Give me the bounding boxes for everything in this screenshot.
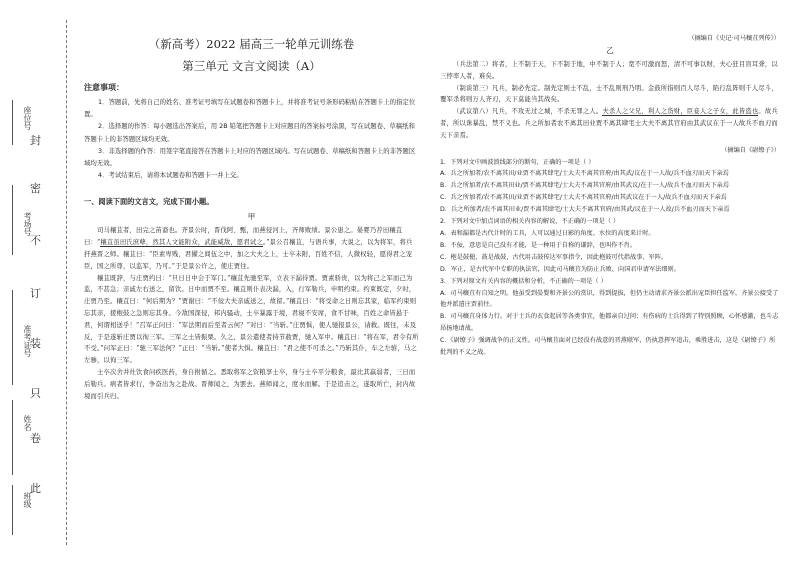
question-option[interactable]: D．兵之所加者/农不离其田业/贾不离其肆宅/士大夫不离其官府/由其武/议在于一人故/兵不血刃而天下亲焉 — [440, 206, 730, 214]
question-option[interactable]: A．兵之所加者/农不离其田/业贾不离其肆宅/士大夫不离其官府/由其武/议在于一人故/兵不血刃而天下亲焉 — [440, 170, 729, 178]
question-option[interactable]: C．枹是鼓槌，鼓是战鼓，古代用击鼓传达军事指令，因此枹鼓可代指战事、军阵。 — [440, 253, 668, 261]
question-option[interactable]: D．军正，是古代军中专职的执法官，因此司马穰苴为防止兵败，向国君申请军法细则。 — [440, 265, 680, 273]
seal-char: 卷 — [30, 432, 41, 445]
section-heading: 一、阅读下面的文言文，完成下面小题。 — [84, 197, 214, 207]
exam-room-line[interactable] — [12, 185, 13, 255]
question-stem: 1．下列对文中画波浪线部分的断句，正确的一项是（ ） — [440, 158, 595, 166]
question-option[interactable]: B．司马穰苴身体力行。对于士兵的衣食起居等各类事宜，他都亲自过问；有伤病的士兵得到了特别照顾，心怀感激，也斗志昂扬地请战。 — [440, 313, 779, 333]
unit-title: 第三单元 文言文阅读（A） — [182, 59, 321, 73]
seal-dashed-line — [66, 20, 67, 545]
seal-char: 封 — [30, 134, 41, 147]
notice-item: 2．选择题的作答：每小题选出答案后，用 2B 铅笔把答题卡上对应题目的答案标号涂黑，写在试题卷、草稿纸和答题卡上的非答题区域均无效。 — [84, 122, 415, 143]
passage-b-paragraph: （兵法第二）将者，上不制于天，下不制于地，中不制于人；宽不可激而怒，清不可事以财，夫心狂目盲耳聋，以三悖率人者，难矣。 — [440, 61, 778, 80]
passage-b-source: （摘编自《尉缭子》） — [721, 146, 780, 154]
passage-a-label: 甲 — [247, 212, 256, 222]
ticket-number-label: 准考证号 — [23, 325, 32, 357]
exam-title: （新高考）2022 届高三一轮单元训练卷 — [148, 37, 355, 51]
passage-a-paragraph: 司马穰苴者，田完之苗裔也。齐景公时，晋伐阿、甄，而燕侵河上，齐师败绩。景公患之。晏婴乃荐田穰苴曰：“穰苴虽田氏庶孽，然其人文能附众，武能威敌，愿君试之。”景公召穰苴，与语兵事，大说之，以为将军，将兵扞燕晋之师。穰苴曰：“臣素卑贱，君擢之闾伍之中，加之大夫之上，士卒未附，百姓不信，人微权轻，愿得君之宠臣，国之所尊，以监军，乃可。”于是景公许之，使庄贾往。 — [84, 227, 413, 270]
passage-b-paragraph: （制谈第三）凡兵，制必先定。制先定则士不乱，士不乱则刑乃明。金鼓所指则百人尽斗，陷行乱阵则千人尽斗，覆军杀将则万人齐刃，天下莫能当其战矣。 — [440, 84, 778, 104]
question-option[interactable]: A．司马穰苴有自知之明。他虽受到晏婴和齐景公的赏识，得到提拔，但仍主动请求齐景公派出宠臣担任监军，齐景公接受了他并派遣庄贾前往。 — [440, 289, 779, 309]
passage-a-source: （摘编自《史记·司马穰苴列传》） — [688, 35, 780, 42]
seat-number-line[interactable] — [12, 100, 13, 145]
seal-char: 只 — [30, 387, 41, 400]
question-option[interactable]: C．《尉缭子》强调战争的正义性。司马穰苴面对已经没有战意的晋燕联军，仍执意挥军追击，乘胜进击，这是《尉缭子》所批判的不义之战。 — [440, 337, 776, 357]
seal-char: 不 — [30, 234, 41, 247]
seal-char: 装 — [30, 337, 41, 350]
seal-char: 订 — [30, 287, 41, 300]
question-stem: 3．下列对原文有关内容的概括和分析，不正确的一项是（ ） — [440, 277, 607, 285]
passage-b-paragraph: （武议第八）凡兵，不攻无过之城，不杀无罪之人。夫杀人之父兄，利人之货财，臣妾人之子女，此皆盗也。故兵者，所以诛暴乱，禁不义也。兵之所加者农不离其田业贾不离其肆宅士大夫不离其官府由其武议在于一人故兵不血刃而天下亲焉。 — [440, 108, 778, 139]
seat-number-label: 座位号 — [23, 106, 32, 130]
seal-char: 此 — [30, 482, 41, 495]
notice-heading: 注意事项： — [84, 83, 124, 92]
notice-item: 1．答题前，先将自己的姓名、准考证号填写在试题卷和答题卡上，并将准考证号条形码粘贴在答题卡上的指定位置。 — [84, 98, 416, 119]
passage-a-paragraph: 士卒次舍井灶饮食问疾医药，身自拊循之。悉取将军之资粮享士卒，身与士卒平分粮食，最比其羸弱者，三日而后勒兵。病者皆求行，争奋出为之赴战。晋师闻之，为罢去。燕师闻之，度水而解。于是追击之，遂取所亡，封内故境而引兵归。 — [84, 368, 416, 400]
question-option[interactable]: B．不佞，意思是自己没有才能，是一种用于自称的谦辞，也叫作不肖。 — [440, 241, 637, 249]
notice-item: 3．非选择题的作答：用签字笔直接答在答题卡上对应的答题区域内。写在试题卷、草稿纸和答题卡上的非答题区域均无效。 — [84, 146, 416, 168]
binding-margin — [0, 0, 80, 562]
name-line[interactable] — [12, 400, 13, 475]
passage-a-paragraph: 穰苴既辞，与庄贾约曰：“旦日日中会于军门。”穰苴先驰至军，立表下漏待贾。贾素骄贵，以为将己之军而己为监，不甚急；亲戚左右送之，留饮。日中而贾不至。穰苴则仆表决漏，入，行军勒兵，申明约束。约束既定，夕时，庄贾乃至。穰苴曰：“何后期为？”贾谢曰：“不佞大夫亲戚送之，故留。”穰苴曰：“将受命之日则忘其家，临军约束则忘其亲，援枹鼓之急则忘其身。今敌国深侵，邦内骚动，士卒暴露于境，君寝不安席，食不甘味，百姓之命皆悬于君，何谓相送乎！”召军正问曰：“军法期而后至者云何？”对曰：“当斩。”庄贾惧，使人驰报景公，请救。既往，未及反，于是遂斩庄贾以徇三军。三军之士皆振栗。久之，景公遣使者持节赦贾，驰入军中。穰苴曰：“将在军，君令有所不受。”问军正曰：“驰三军法何？”正曰：“当斩。”使者大惧。穰苴曰：“君之使不可杀之。”乃斩其仆，车之左驸，马之左骖，以徇三军。 — [84, 274, 419, 365]
class-line[interactable] — [12, 485, 13, 535]
question-option[interactable]: B．兵之所加者/农不离其田业/贾不离其肆宅/士大夫不离其官府/由其武议/在于一人/故兵不血刃而天下亲焉 — [440, 182, 730, 190]
question-option[interactable]: A．表和漏都是古代计时的工具，人可以通过日影的角度、水位的高度来计时。 — [440, 230, 655, 238]
right-column — [440, 30, 780, 359]
question-option[interactable]: C．兵之所加者/农不离其田/业贾不离其肆宅/士大夫不离其官府/由其武议在于一人/故兵不血刃而天下亲焉 — [440, 194, 727, 202]
left-column — [84, 30, 419, 402]
question-stem: 2．下列对文中加点词语的相关内容的解说，不正确的一项是（ ） — [440, 218, 620, 226]
wavy-underline-text: 穰苴虽田氏庶孽，然其人文能附众，武能威敌，愿君试之 — [100, 239, 263, 247]
passage-b-label: 乙 — [606, 46, 614, 55]
notice-item: 4．考试结束后，请将本试题卷和答题卡一并上交。 — [98, 171, 243, 180]
name-label: 姓名 — [23, 415, 32, 431]
seal-char: 密 — [30, 182, 41, 195]
underlined-sentence: 夫杀人之父兄，利人之货财，臣妾人之子女，此皆盗也 — [602, 108, 759, 116]
class-label: 班级 — [23, 492, 32, 508]
exam-room-label: 考场号 — [23, 212, 32, 236]
ticket-number-line[interactable] — [12, 290, 13, 385]
